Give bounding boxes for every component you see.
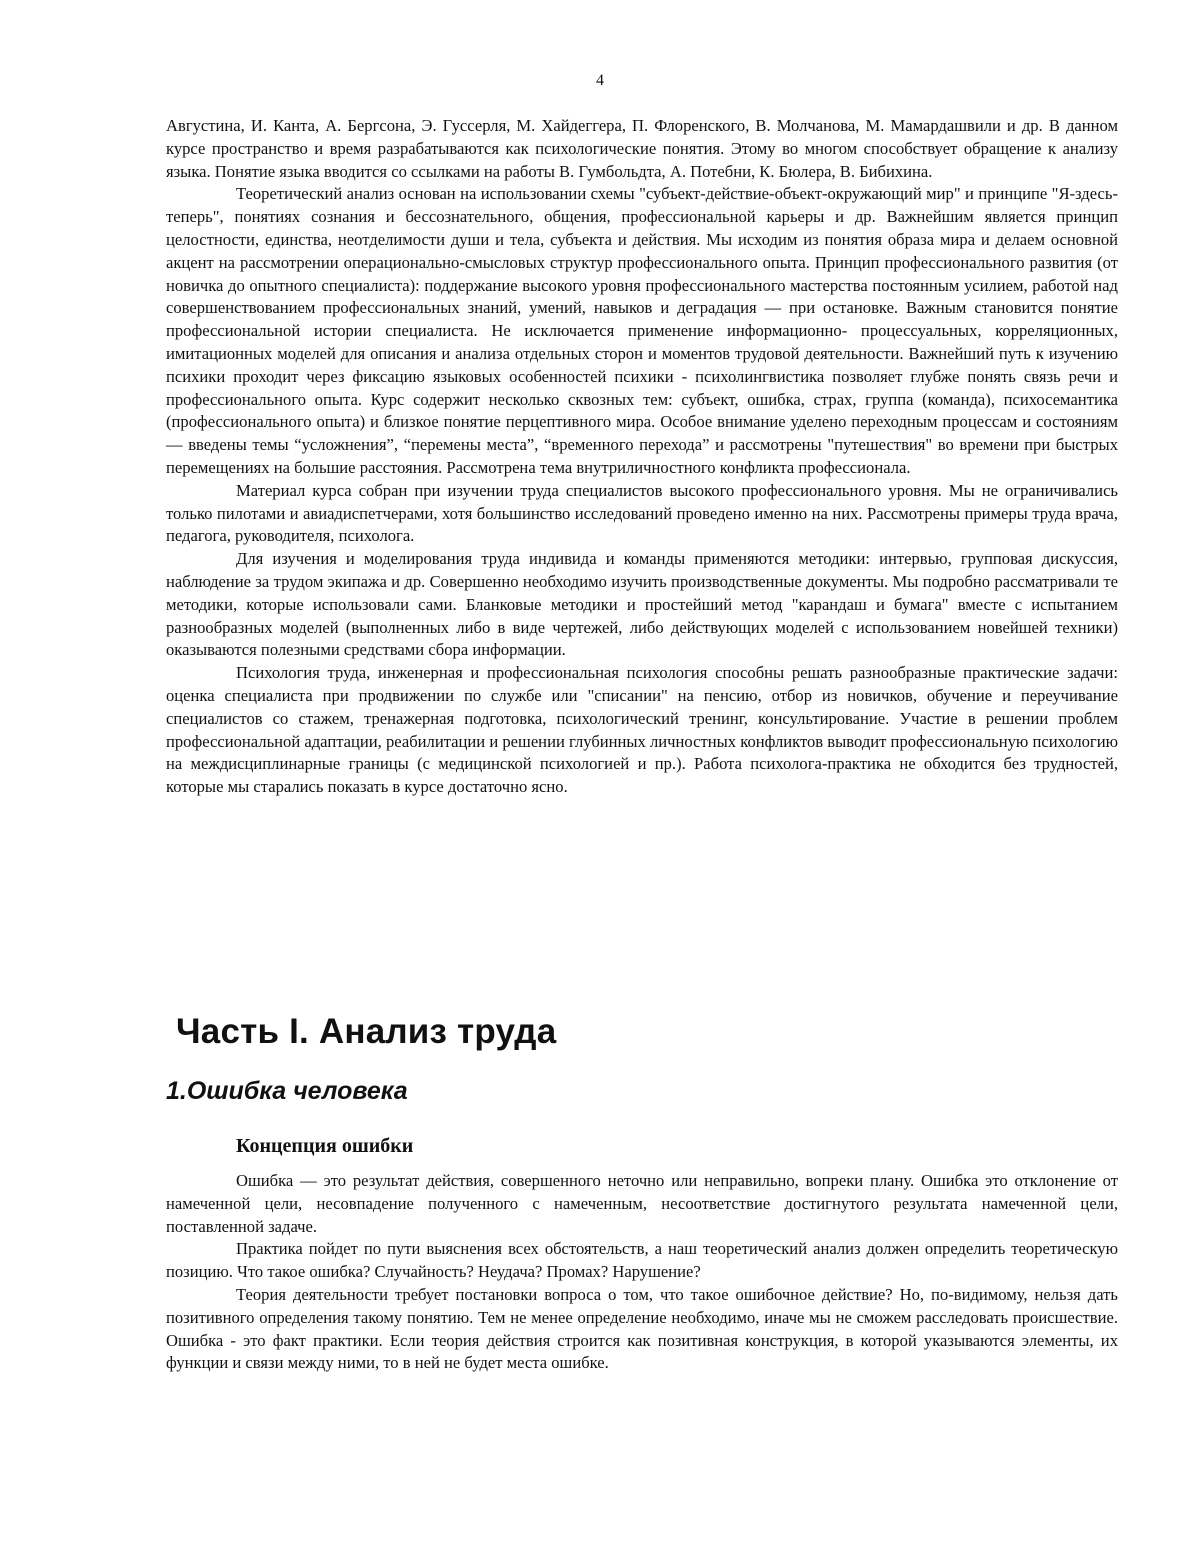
document-page <box>0 0 1200 1553</box>
paragraph: Для изучения и моделирования труда индивида и команды применяются методики: интервью, групповая дискуссия, наблюдение за трудом экипажа и др. Совершенно необходимо изучить производственные документы. Мы подробно рассматривали те методики, которые использовали сами. Бланковые методики и простейший метод "карандаш и бумага" вместе с испытанием разнообразных моделей (выполненных либо в виде чертежей, либо действующих моделей с использованием новейшей техники) оказываются полезными средствами сбора информации. <box>166 548 1118 662</box>
chapter-title: 1.Ошибка человека <box>166 1077 408 1106</box>
paragraph: Ошибка — это результат действия, совершенного неточно или неправильно, вопреки плану. Ошибка это отклонение от намеченной цели, несовпадение полученного с намеченным, несоответствие достигнутого результата намеченной цели, поставленной задаче. <box>166 1170 1118 1238</box>
part-title: Часть I. Анализ труда <box>176 1012 556 1052</box>
paragraph: Теория деятельности требует постановки вопроса о том, что такое ошибочное действие? Но, по-видимому, нельзя дать позитивного определения такому понятию. Тем не менее определение необходимо, иначе мы не сможем расследовать происшествие. Ошибка - это факт практики. Если теория действия строится как позитивная конструкция, в которой указываются элементы, их функции и связи между ними, то в ней не будет места ошибке. <box>166 1284 1118 1375</box>
paragraph: Августина, И. Канта, А. Бергсона, Э. Гуссерля, М. Хайдеггера, П. Флоренского, В. Молчанова, М. Мамардашвили и др. В данном курсе пространство и время разрабатываются как психологические понятия. Этому во многом способствует обращение к анализу языка. Понятие языка вводится со ссылками на работы В. Гумбольдта, А. Потебни, К. Бюлера, В. Бибихина. <box>166 115 1118 183</box>
paragraph: Теоретический анализ основан на использовании схемы "субъект-действие-объект-окружающий мир" и принципе "Я-здесь-теперь", понятиях сознания и бессознательного, общения, профессиональной карьеры и др. Важнейшим является принцип целостности, единства, неотделимости души и тела, субъекта и действия. Мы исходим из понятия образа мира и делаем основной акцент на рассмотрении операционально-смысловых структур профессионального опыта. Принцип профессионального развития (от новичка до опытного специалиста): поддержание высокого уровня профессионального мастерства постоянным усилием, работой над совершенствованием профессиональных знаний, умений, навыков и деградация — при остановке. Важным становится понятие профессиональной истории специалиста. Не исключается применение информационно- процессуальных, корреляционных, имитационных моделей для описания и анализа отдельных сторон и моментов трудовой деятельности. Важнейший путь к изучению психики проходит через фиксацию языковых особенностей психики - психолингвистика позволяет глубже понять связь речи и профессионального опыта. Курс содержит несколько сквозных тем: субъект, ошибка, страх, группа (команда), психосемантика (профессионального опыта) и близкое понятие перцептивного мира. Особое внимание уделено переходным процессам и состояниям — введены темы “усложнения”, “перемены места”, “временного перехода” и рассмотрены "путешествия" во времени при быстрых перемещениях на большие расстояния. Рассмотрена тема внутриличностного конфликта профессионала. <box>166 183 1118 479</box>
section-title: Концепция ошибки <box>236 1135 413 1158</box>
page-number: 4 <box>0 72 1200 90</box>
paragraph: Материал курса собран при изучении труда специалистов высокого профессионального уровня. Мы не ограничивались только пилотами и авиадиспетчерами, хотя большинство исследований проведено именно на них. Рассмотрены примеры труда врача, педагога, руководителя, психолога. <box>166 480 1118 548</box>
paragraph: Практика пойдет по пути выяснения всех обстоятельств, а наш теоретический анализ должен определить теоретическую позицию. Что такое ошибка? Случайность? Неудача? Промах? Нарушение? <box>166 1238 1118 1284</box>
paragraph: Психология труда, инженерная и профессиональная психология способны решать разнообразные практические задачи: оценка специалиста при продвижении по службе или "списании" на пенсию, отбор из новичков, обучение и переучивание специалистов со стажем, тренажерная подготовка, психологический тренинг, консультирование. Участие в решении проблем профессиональной адаптации, реабилитации и решении глубинных личностных конфликтов выводит профессиональную психологию на междисциплинарные границы (с медицинской психологией и пр.). Работа психолога-практика не обходится без трудностей, которые мы старались показать в курсе достаточно ясно. <box>166 662 1118 799</box>
intro-text-block <box>166 115 1118 799</box>
chapter-text-block <box>166 1170 1118 1375</box>
